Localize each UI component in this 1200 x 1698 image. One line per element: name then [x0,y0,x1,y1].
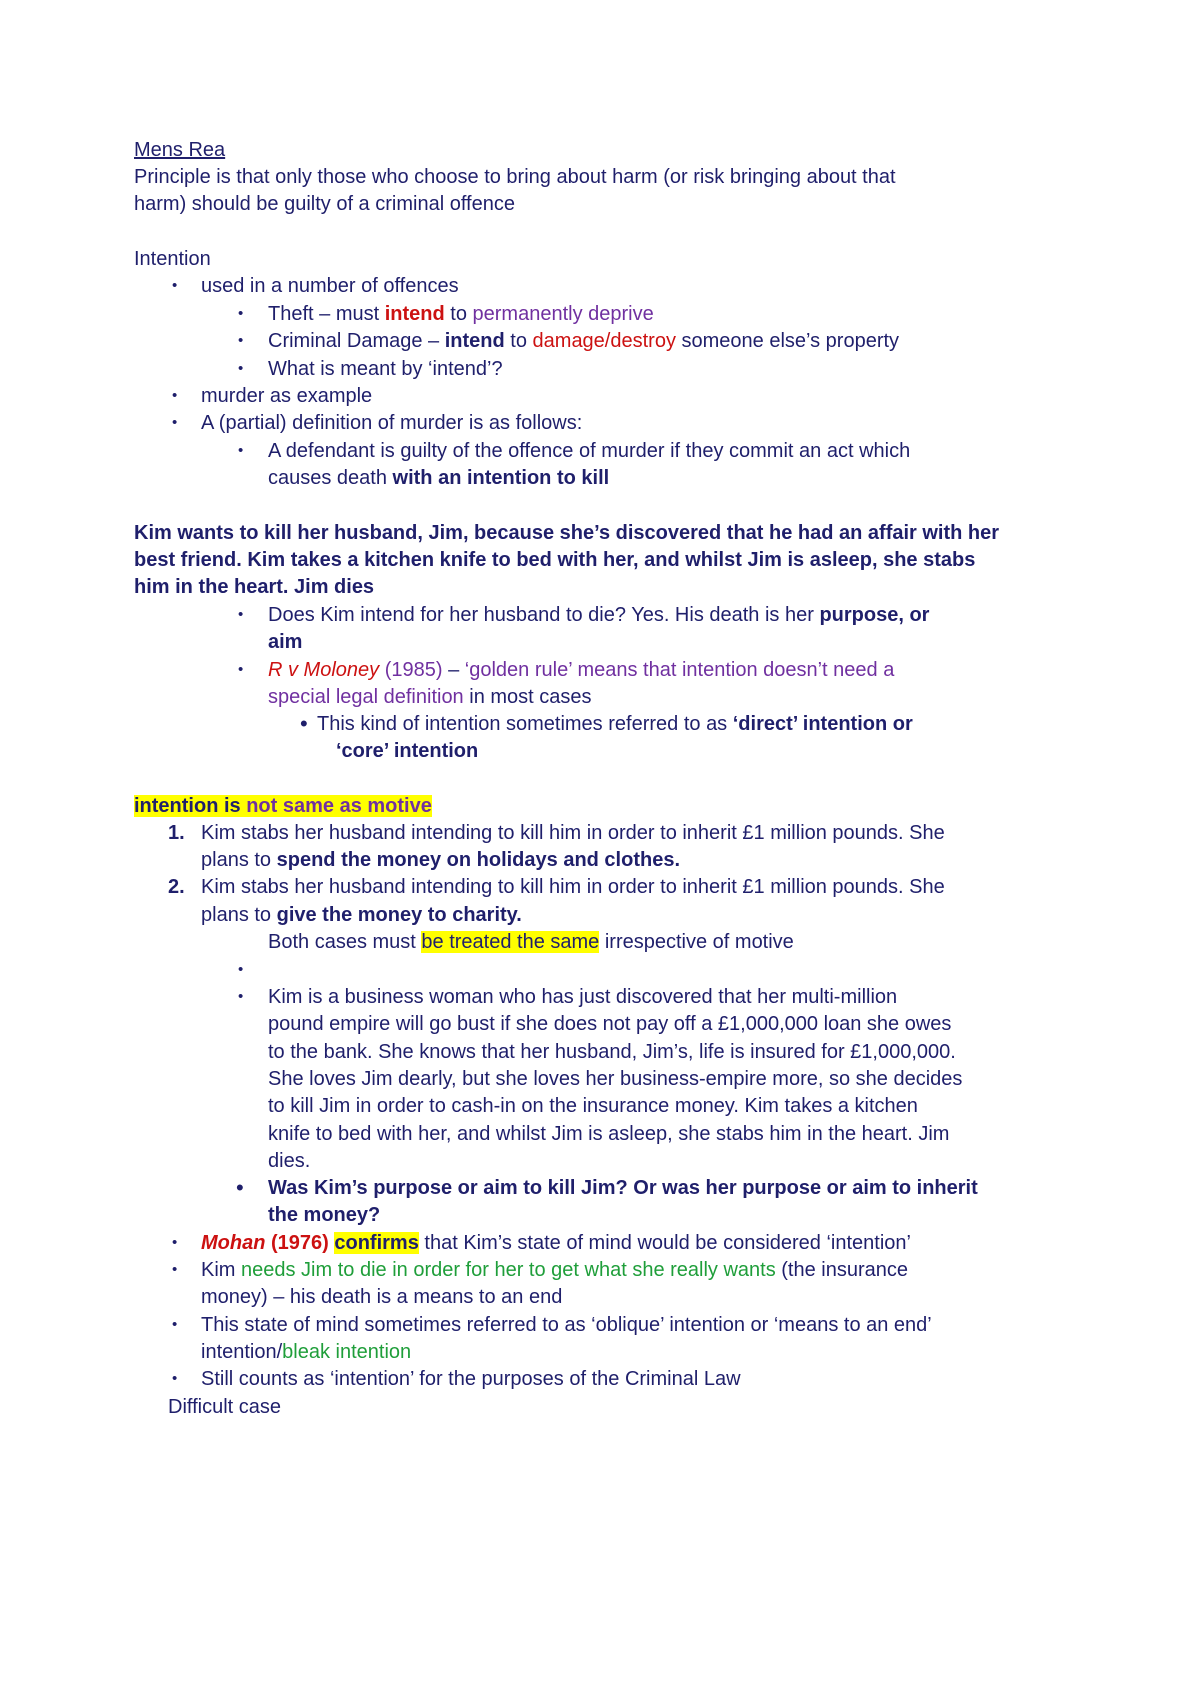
motive-item-1-plans: plans to [201,849,277,871]
intention-heading: Intention [134,248,211,270]
damage-text: Criminal Damage – [268,330,445,352]
list-number-1: 1. [168,822,185,844]
item-partial-definition: A (partial) definition of murder is as follows: [201,412,583,434]
both-cases-treated-same: be treated the same [421,931,600,953]
mohan-confirms: confirms [334,1232,419,1254]
scenario2-line-6: knife to bed with her, and whilst Jim is asleep, she stabs him in the heart. Jim [268,1123,950,1145]
question-intend-text: Does Kim intend for her husband to die? Yes. His death is her [268,604,820,626]
needs-line-1 [201,1256,908,1284]
item-criminal-damage [268,327,899,355]
bullet-marker: • [172,1261,178,1278]
bullet-marker: • [172,387,178,404]
theft-intend: intend [384,303,445,325]
scenario1-line-2: best friend. Kim takes a kitchen knife to bed with her, and whilst Jim is asleep, she stabs [134,549,976,571]
both-cases-line [268,928,794,956]
oblique-line-1: This state of mind sometimes referred to as ‘oblique’ intention or ‘means to an end’ [201,1314,932,1336]
definition-intention-to-kill: with an intention to kill [392,467,610,489]
bullet-marker: • [238,360,244,377]
theft-text: Theft – must [268,303,385,325]
scenario2-line-2: pound empire will go bust if she does not pay off a £1,000,000 loan she owes [268,1013,952,1035]
needs-line-2: money) – his death is a means to an end [201,1286,563,1308]
motive-item-2-charity: give the money to charity. [276,904,522,926]
bullet-marker: • [238,606,244,623]
core-intention: ‘core’ intention [336,740,479,762]
damage-intend: intend [444,330,505,352]
bullet-marker: • [172,1316,178,1333]
definition-causes-death: causes death [268,467,393,489]
principle-line-2: harm) should be guilty of a criminal offence [134,193,515,215]
motive-item-2-line-2 [201,901,522,929]
scenario2-line-7: dies. [268,1150,311,1172]
scenario1-line-1: Kim wants to kill her husband, Jim, because she’s discovered that he had an affair with her [134,522,1000,544]
needs-green-text: needs Jim to die in order for her to get what she really wants [241,1259,776,1281]
bullet-marker: • [238,332,244,349]
damage-to: to [504,330,533,352]
bullet-marker: • [172,1234,178,1251]
moloney-line-2 [268,683,592,711]
list-number-2: 2. [168,876,185,898]
motive-item-1-holidays: spend the money on holidays and clothes. [276,849,681,871]
scenario1-line-3: him in the heart. Jim dies [134,576,375,598]
bullet-marker: • [172,414,178,431]
empty-bullet-marker: • [238,961,244,978]
definition-line-1: A defendant is guilty of the offence of murder if they commit an act which [268,440,911,462]
bullet-marker: • [238,305,244,322]
scenario2-line-3: to the bank. She knows that her husband, Jim’s, life is insured for £1,000,000. [268,1041,956,1063]
bullet-marker: • [172,277,178,294]
direct-intention-text: This kind of intention sometimes referred to as [317,713,733,735]
motive-item-2-plans: plans to [201,904,277,926]
direct-intention-line-1 [317,710,913,738]
moloney-line-1 [268,656,894,684]
question-intend-line-1 [268,601,929,629]
moloney-case-name: R v Moloney [268,659,380,681]
item-theft [268,300,654,328]
motive-item-1-line-1: Kim stabs her husband intending to kill him in order to inherit £1 million pounds. She [201,822,945,844]
bullet-marker: • [172,1370,178,1387]
oblique-bleak: bleak intention [282,1341,412,1363]
needs-kim: Kim [201,1259,241,1281]
motive-heading-intention: intention is [134,795,247,817]
scenario2-question-line-1: Was Kim’s purpose or aim to kill Jim? Or was her purpose or aim to inherit [268,1177,978,1199]
both-cases-text: Both cases must [268,931,422,953]
bullet-marker: • [300,711,308,736]
mohan-year: (1976) [265,1232,335,1254]
question-purpose: purpose, or [819,604,930,626]
bullet-marker: • [236,1175,244,1200]
bullet-marker: • [238,442,244,459]
mohan-case-name: Mohan [201,1232,266,1254]
both-cases-irrespective: irrespective of motive [599,931,794,953]
bullet-marker: • [238,988,244,1005]
motive-item-2-line-1: Kim stabs her husband intending to kill him in order to inherit £1 million pounds. She [201,876,945,898]
oblique-intention: intention/ [201,1341,283,1363]
item-murder-example: murder as example [201,385,373,407]
bullet-marker: • [238,661,244,678]
oblique-line-2 [201,1338,411,1366]
item-what-meant: What is meant by ‘intend’? [268,358,503,380]
theft-to: to [444,303,473,325]
scenario2-line-1: Kim is a business woman who has just discovered that her multi-million [268,986,898,1008]
scenario2-line-4: She loves Jim dearly, but she loves her business-empire more, so she decides [268,1068,963,1090]
heading-mens-rea: Mens Rea [134,139,226,161]
moloney-year: (1985) [379,659,443,681]
damage-property: someone else’s property [675,330,900,352]
damage-destroy: damage/destroy [532,330,676,352]
definition-line-2 [268,464,609,492]
direct-intention-term: ‘direct’ intention or [732,713,913,735]
moloney-dash: – [442,659,465,681]
mohan-rest: that Kim’s state of mind would be considered ‘intention’ [418,1232,911,1254]
theft-deprive: permanently deprive [472,303,654,325]
principle-line-1: Principle is that only those who choose to bring about harm (or risk bringing about that [134,166,896,188]
motive-item-1-line-2 [201,846,680,874]
motive-heading [134,792,432,820]
mohan-line [201,1229,911,1257]
needs-insurance: (the insurance [775,1259,909,1281]
question-aim: aim [268,631,303,653]
moloney-most-cases: in most cases [463,686,592,708]
moloney-special-definition: special legal definition [268,686,464,708]
scenario2-line-5: to kill Jim in order to cash-in on the insurance money. Kim takes a kitchen [268,1095,918,1117]
item-used-offences: used in a number of offences [201,275,459,297]
moloney-golden-rule: ‘golden rule’ means that intention doesn’t need a [464,659,895,681]
scenario2-question-line-2: the money? [268,1204,381,1226]
motive-heading-not-same: not same as motive [246,795,432,817]
difficult-case: Difficult case [168,1396,282,1418]
still-counts-line: Still counts as ‘intention’ for the purposes of the Criminal Law [201,1368,741,1390]
